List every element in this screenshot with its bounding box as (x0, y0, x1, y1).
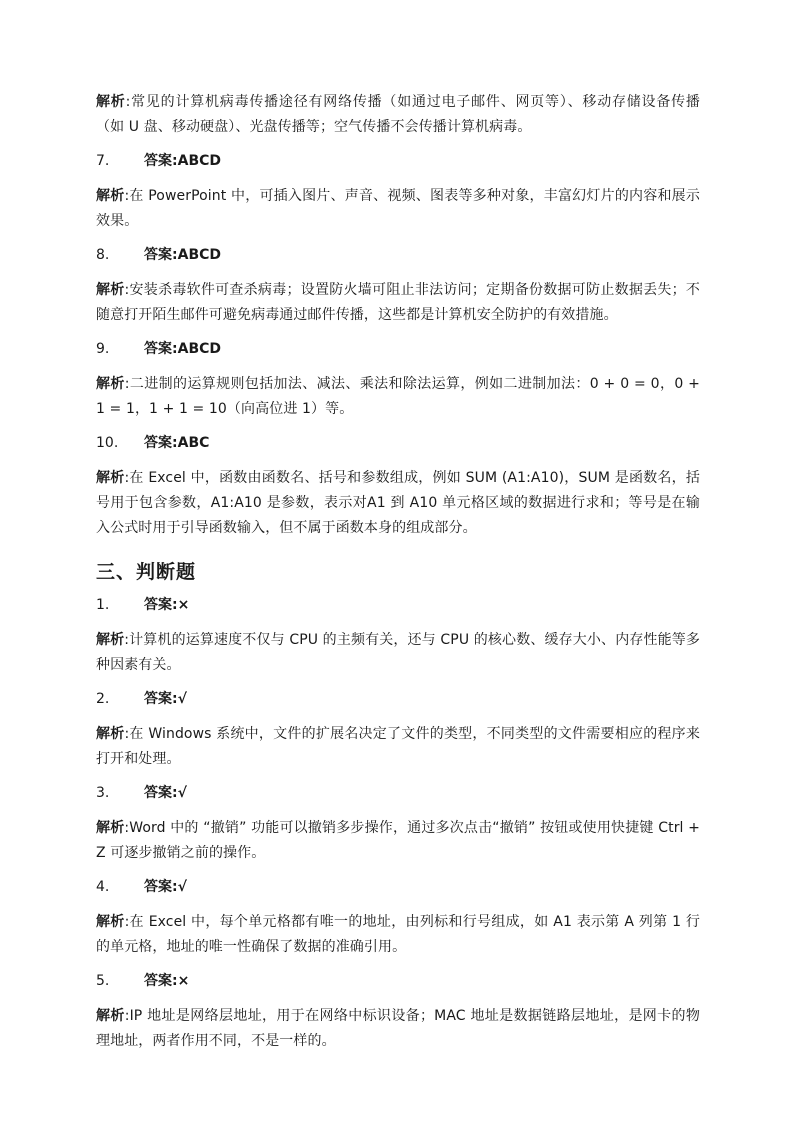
analysis-colon: : (124, 914, 130, 930)
analysis-paragraph (96, 910, 700, 960)
answer-row (96, 431, 700, 455)
analysis-paragraph (96, 722, 700, 772)
analysis-label: 解析 (96, 470, 125, 486)
analysis-text: Word 中的 “撤销” 功能可以撤销多步操作，通过多次点击“撤销” 按钮或使用快捷键 Ctrl + Z 可逐步撤销之前的操作。 (96, 820, 701, 861)
answer-row (96, 969, 700, 993)
analysis-colon: : (124, 470, 130, 486)
answer-value: ABCD (177, 341, 222, 357)
analysis-label: 解析 (96, 726, 125, 742)
answer-value: √ (177, 785, 187, 801)
analysis-colon: : (124, 632, 130, 648)
answer-number: 8. (96, 247, 110, 263)
answer-number: 4. (96, 879, 110, 895)
answer-number: 2. (96, 691, 110, 707)
answer-label: 答案 (144, 153, 172, 169)
analysis-text: 计算机的运算速度不仅与 CPU 的主频有关，还与 CPU 的核心数、缓存大小、内存性能等多种因素有关。 (96, 632, 701, 673)
analysis-label: 解析 (96, 282, 125, 298)
answer-colon: : (172, 341, 178, 357)
analysis-label: 解析 (96, 376, 125, 392)
analysis-paragraph (96, 628, 700, 678)
analysis-colon: : (124, 726, 130, 742)
answer-value: × (177, 973, 190, 989)
analysis-label: 解析 (96, 94, 126, 110)
answer-row (96, 781, 700, 805)
analysis-colon: : (124, 376, 130, 392)
analysis-colon: : (125, 94, 131, 110)
analysis-label: 解析 (96, 188, 125, 204)
answer-label: 答案 (144, 341, 172, 357)
answer-number: 1. (96, 597, 110, 613)
analysis-paragraph (96, 184, 700, 234)
answer-colon: : (172, 785, 178, 801)
analysis-paragraph (96, 466, 700, 541)
answer-colon: : (172, 247, 178, 263)
analysis-text: 在 Excel 中，每个单元格都有唯一的地址，由列标和行号组成，如 A1 表示第 A 列第 1 行的单元格，地址的唯一性确保了数据的准确引用。 (96, 914, 700, 955)
section-title: 三、判断题 (96, 561, 197, 583)
answer-value: ABC (177, 435, 210, 451)
document-page (96, 90, 700, 1063)
analysis-colon: : (124, 188, 130, 204)
analysis-label: 解析 (96, 914, 125, 930)
answer-label: 答案 (144, 879, 172, 895)
answer-colon: : (172, 691, 178, 707)
answer-number: 3. (96, 785, 110, 801)
answer-number: 5. (96, 973, 110, 989)
analysis-text: 安装杀毒软件可查杀病毒；设置防火墙可阻止非法访问；定期备份数据可防止数据丢失；不随意打开陌生邮件可避免病毒通过邮件传播，这些都是计算机安全防护的有效措施。 (96, 282, 701, 323)
answer-row (96, 149, 700, 173)
answer-label: 答案 (144, 691, 172, 707)
answer-row (96, 875, 700, 899)
answer-label: 答案 (144, 785, 172, 801)
answer-value: ABCD (177, 153, 222, 169)
analysis-text: 在 Excel 中，函数由函数名、括号和参数组成，例如 SUM (A1:A10)，SUM 是函数名，括号用于包含参数，A1:A10 是参数，表示对A1 到 A10 单元格区域的数据进行求和；等号是在输入公式时用于引导函数输入，但不属于函数本身的组成部分。 (96, 470, 700, 536)
analysis-label: 解析 (96, 1008, 125, 1024)
answer-number: 9. (96, 341, 110, 357)
answer-row (96, 243, 700, 267)
analysis-text: 常见的计算机病毒传播途径有网络传播（如通过电子邮件、网页等）、移动存储设备传播（如 U 盘、移动硬盘）、光盘传播等；空气传播不会传播计算机病毒。 (96, 94, 700, 135)
analysis-paragraph (96, 816, 700, 866)
answer-number: 7. (96, 153, 110, 169)
answer-colon: : (172, 597, 178, 613)
analysis-text: 二进制的运算规则包括加法、减法、乘法和除法运算，例如二进制加法：0 + 0 = 0，0 + 1 = 1，1 + 1 = 10（向高位进 1）等。 (96, 376, 700, 417)
answer-label: 答案 (144, 597, 172, 613)
analysis-colon: : (124, 1008, 130, 1024)
analysis-colon: : (124, 282, 130, 298)
answer-colon: : (172, 435, 178, 451)
analysis-label: 解析 (96, 820, 125, 836)
analysis-text: 在 PowerPoint 中，可插入图片、声音、视频、图表等多种对象，丰富幻灯片的内容和展示效果。 (96, 188, 700, 229)
answer-value: √ (177, 879, 187, 895)
analysis-paragraph (96, 90, 700, 140)
answer-row (96, 687, 700, 711)
answer-row (96, 337, 700, 361)
analysis-paragraph (96, 372, 700, 422)
analysis-text: IP 地址是网络层地址，用于在网络中标识设备；MAC 地址是数据链路层地址，是网卡的物理地址，两者作用不同，不是一样的。 (96, 1008, 700, 1049)
answer-value: × (177, 597, 190, 613)
answer-colon: : (172, 973, 178, 989)
analysis-paragraph (96, 1004, 700, 1054)
answer-number: 10. (96, 435, 119, 451)
answer-label: 答案 (144, 973, 172, 989)
answer-colon: : (172, 879, 178, 895)
answer-value: ABCD (177, 247, 222, 263)
analysis-colon: : (124, 820, 130, 836)
answer-label: 答案 (144, 247, 172, 263)
answer-row (96, 593, 700, 617)
analysis-label: 解析 (96, 632, 125, 648)
analysis-paragraph (96, 278, 700, 328)
analysis-text: 在 Windows 系统中，文件的扩展名决定了文件的类型，不同类型的文件需要相应的程序来打开和处理。 (96, 726, 700, 767)
answer-value: √ (177, 691, 187, 707)
answer-label: 答案 (144, 435, 172, 451)
answer-colon: : (172, 153, 178, 169)
